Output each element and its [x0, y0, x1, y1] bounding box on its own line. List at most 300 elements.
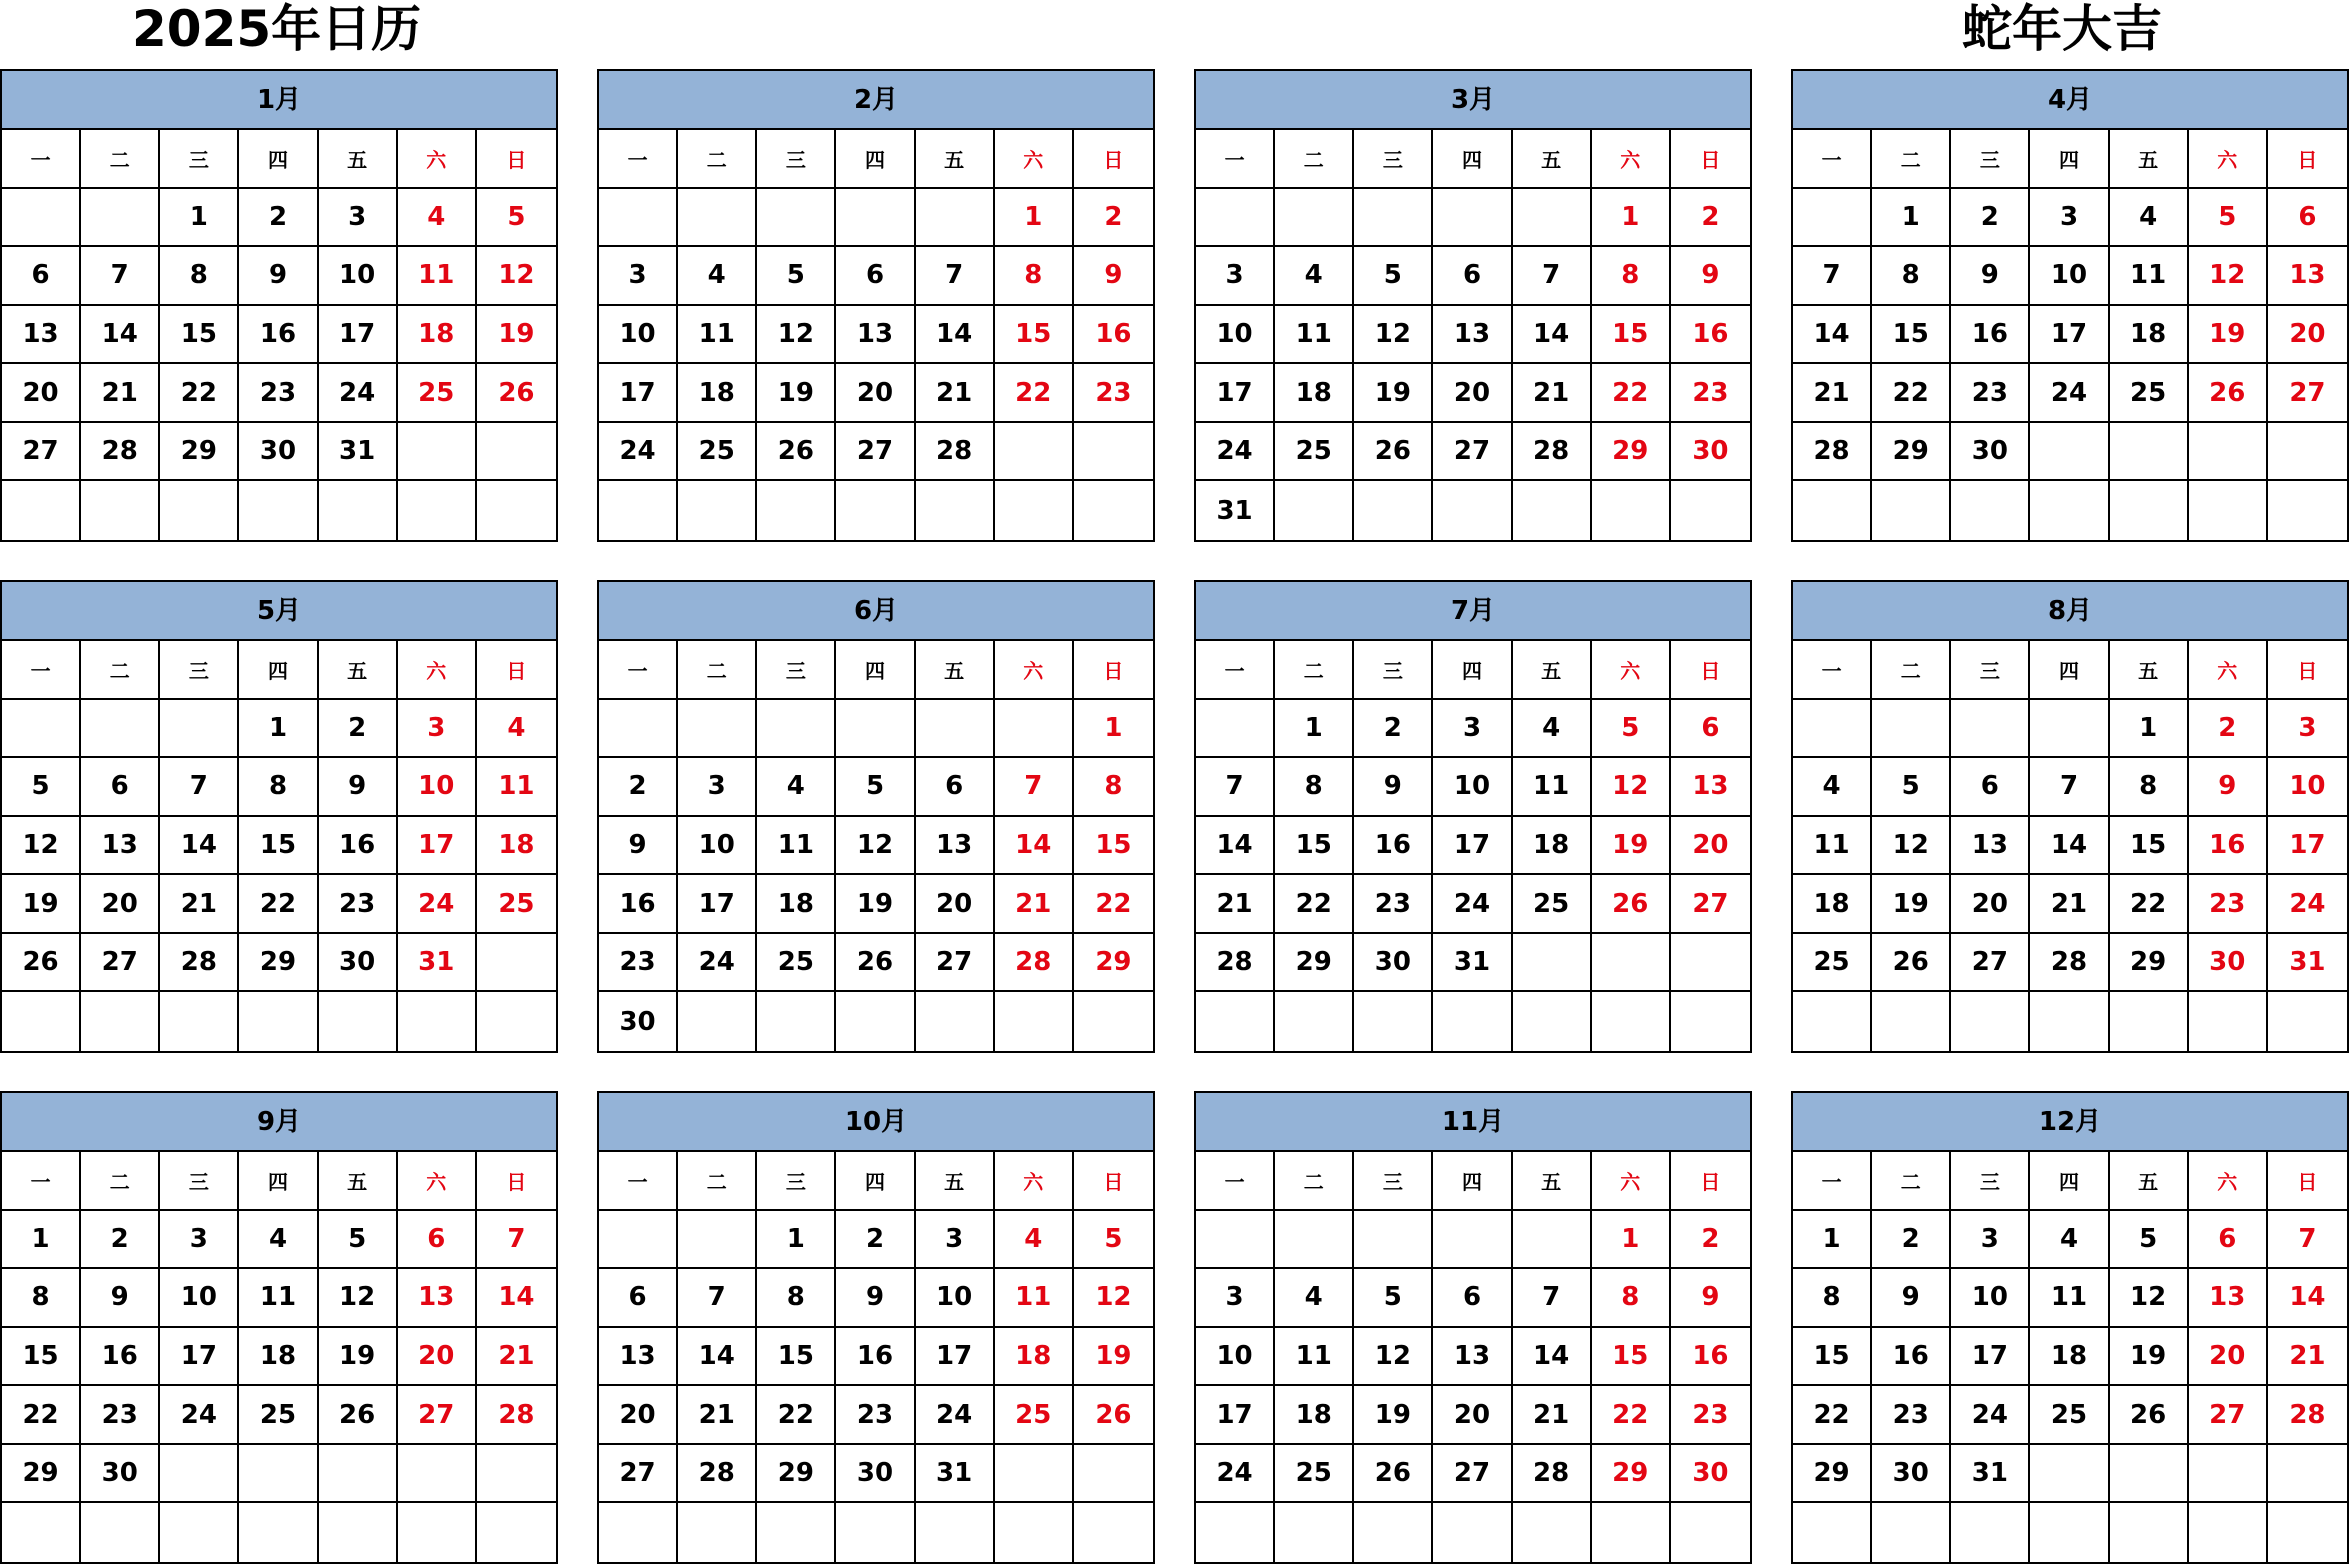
date-cell: 21	[2268, 1328, 2347, 1387]
date-cell: 25	[2110, 364, 2189, 423]
weekday-label: 二	[81, 641, 160, 700]
date-cell: 27	[398, 1386, 477, 1445]
date-cell: 24	[599, 423, 678, 482]
date-cell: 4	[757, 758, 836, 817]
date-cell: 14	[678, 1328, 757, 1387]
date-cell: 2	[599, 758, 678, 817]
date-cell: 27	[81, 934, 160, 993]
date-cell: 2	[1354, 700, 1433, 759]
date-cell: 6	[2268, 189, 2347, 248]
date-cell: 27	[1433, 1445, 1512, 1504]
empty-cell	[836, 700, 915, 759]
empty-cell	[477, 423, 556, 482]
date-cell: 21	[81, 364, 160, 423]
weekday-label: 一	[2, 641, 81, 700]
date-cell: 13	[398, 1269, 477, 1328]
date-cell: 7	[2030, 758, 2109, 817]
weekday-label: 日	[477, 1152, 556, 1211]
date-cell: 17	[2030, 306, 2109, 365]
date-cell: 7	[678, 1269, 757, 1328]
empty-cell	[2, 1503, 81, 1562]
weekday-label: 日	[477, 130, 556, 189]
date-cell: 23	[1074, 364, 1153, 423]
empty-cell	[1592, 992, 1671, 1051]
weekday-label: 日	[2268, 130, 2347, 189]
date-cell: 24	[319, 364, 398, 423]
date-cell: 23	[1951, 364, 2030, 423]
month-calendar	[1791, 1091, 2349, 1564]
date-cell: 11	[2030, 1269, 2109, 1328]
date-cell: 18	[678, 364, 757, 423]
empty-cell	[678, 992, 757, 1051]
weekday-label: 五	[2110, 130, 2189, 189]
date-cell: 7	[1196, 758, 1275, 817]
weekday-label: 二	[678, 130, 757, 189]
weekday-label: 二	[1275, 1152, 1354, 1211]
empty-cell	[2030, 992, 2109, 1051]
date-cell: 25	[398, 364, 477, 423]
date-cell: 1	[995, 189, 1074, 248]
empty-cell	[1354, 189, 1433, 248]
date-cell: 19	[836, 875, 915, 934]
date-cell: 24	[678, 934, 757, 993]
date-cell: 16	[1872, 1328, 1951, 1387]
month-day-grid	[599, 1152, 1153, 1562]
date-cell: 30	[319, 934, 398, 993]
date-cell: 6	[1433, 1269, 1512, 1328]
empty-cell	[599, 189, 678, 248]
weekday-label: 四	[836, 130, 915, 189]
month-calendar	[597, 69, 1155, 542]
empty-cell	[836, 481, 915, 540]
date-cell: 22	[757, 1386, 836, 1445]
date-cell: 3	[1433, 700, 1512, 759]
weekday-label: 六	[995, 1152, 1074, 1211]
date-cell: 3	[1951, 1211, 2030, 1270]
empty-cell	[2, 189, 81, 248]
date-cell: 27	[2, 423, 81, 482]
date-cell: 24	[1196, 1445, 1275, 1504]
weekday-label: 六	[2189, 1152, 2268, 1211]
date-cell: 11	[2110, 247, 2189, 306]
date-cell: 21	[1793, 364, 1872, 423]
date-cell: 21	[1513, 1386, 1592, 1445]
date-cell: 9	[836, 1269, 915, 1328]
date-cell: 14	[81, 306, 160, 365]
date-cell: 24	[398, 875, 477, 934]
weekday-label: 二	[678, 1152, 757, 1211]
weekday-label: 四	[836, 1152, 915, 1211]
date-cell: 10	[1951, 1269, 2030, 1328]
date-cell: 5	[2, 758, 81, 817]
weekday-label: 六	[398, 130, 477, 189]
date-cell: 27	[2189, 1386, 2268, 1445]
date-cell: 12	[2110, 1269, 2189, 1328]
date-cell: 9	[2189, 758, 2268, 817]
date-cell: 23	[1354, 875, 1433, 934]
month-calendar	[597, 580, 1155, 1053]
empty-cell	[2189, 481, 2268, 540]
month-title: 12月	[1793, 1093, 2347, 1152]
month-day-grid	[2, 641, 556, 1051]
empty-cell	[1671, 992, 1750, 1051]
date-cell: 19	[1354, 1386, 1433, 1445]
date-cell: 11	[1513, 758, 1592, 817]
date-cell: 14	[160, 817, 239, 876]
date-cell: 25	[757, 934, 836, 993]
date-cell: 2	[1671, 1211, 1750, 1270]
empty-cell	[1196, 992, 1275, 1051]
date-cell: 27	[2268, 364, 2347, 423]
date-cell: 26	[1872, 934, 1951, 993]
empty-cell	[1196, 189, 1275, 248]
empty-cell	[1433, 1211, 1512, 1270]
weekday-label: 一	[599, 1152, 678, 1211]
empty-cell	[1671, 1503, 1750, 1562]
empty-cell	[1433, 992, 1512, 1051]
empty-cell	[995, 481, 1074, 540]
date-cell: 4	[2110, 189, 2189, 248]
date-cell: 8	[1793, 1269, 1872, 1328]
weekday-label: 三	[1951, 641, 2030, 700]
date-cell: 27	[1433, 423, 1512, 482]
date-cell: 14	[1196, 817, 1275, 876]
date-cell: 4	[2030, 1211, 2109, 1270]
month-day-grid	[1196, 1152, 1750, 1562]
date-cell: 20	[2189, 1328, 2268, 1387]
empty-cell	[1354, 1503, 1433, 1562]
month-day-grid	[1793, 130, 2347, 540]
empty-cell	[2189, 423, 2268, 482]
empty-cell	[916, 189, 995, 248]
date-cell: 30	[1951, 423, 2030, 482]
empty-cell	[81, 1503, 160, 1562]
date-cell: 2	[2189, 700, 2268, 759]
date-cell: 10	[319, 247, 398, 306]
date-cell: 19	[1872, 875, 1951, 934]
empty-cell	[1074, 423, 1153, 482]
date-cell: 29	[2, 1445, 81, 1504]
date-cell: 30	[1872, 1445, 1951, 1504]
date-cell: 1	[1872, 189, 1951, 248]
date-cell: 2	[81, 1211, 160, 1270]
date-cell: 12	[319, 1269, 398, 1328]
date-cell: 31	[2268, 934, 2347, 993]
date-cell: 17	[160, 1328, 239, 1387]
month-title: 4月	[1793, 71, 2347, 130]
month-title: 5月	[2, 582, 556, 641]
date-cell: 29	[2110, 934, 2189, 993]
date-cell: 22	[1275, 875, 1354, 934]
date-cell: 9	[1671, 247, 1750, 306]
empty-cell	[398, 992, 477, 1051]
date-cell: 25	[678, 423, 757, 482]
date-cell: 6	[916, 758, 995, 817]
weekday-label: 五	[1513, 641, 1592, 700]
date-cell: 23	[1671, 1386, 1750, 1445]
date-cell: 23	[1872, 1386, 1951, 1445]
date-cell: 3	[2268, 700, 2347, 759]
date-cell: 9	[1074, 247, 1153, 306]
date-cell: 8	[2, 1269, 81, 1328]
empty-cell	[239, 992, 318, 1051]
date-cell: 26	[2110, 1386, 2189, 1445]
date-cell: 23	[1671, 364, 1750, 423]
weekday-label: 三	[1354, 130, 1433, 189]
date-cell: 9	[239, 247, 318, 306]
empty-cell	[2189, 992, 2268, 1051]
empty-cell	[2030, 423, 2109, 482]
empty-cell	[239, 1445, 318, 1504]
month-title: 6月	[599, 582, 1153, 641]
date-cell: 28	[1793, 423, 1872, 482]
empty-cell	[916, 481, 995, 540]
date-cell: 22	[1592, 1386, 1671, 1445]
date-cell: 24	[1951, 1386, 2030, 1445]
empty-cell	[477, 934, 556, 993]
date-cell: 30	[1354, 934, 1433, 993]
date-cell: 10	[2030, 247, 2109, 306]
date-cell: 7	[160, 758, 239, 817]
empty-cell	[1513, 934, 1592, 993]
month-title: 11月	[1196, 1093, 1750, 1152]
empty-cell	[1793, 1503, 1872, 1562]
weekday-label: 三	[1951, 1152, 2030, 1211]
date-cell: 27	[1671, 875, 1750, 934]
weekday-label: 五	[319, 641, 398, 700]
date-cell: 29	[1275, 934, 1354, 993]
weekday-label: 五	[916, 1152, 995, 1211]
date-cell: 26	[1354, 1445, 1433, 1504]
date-cell: 17	[398, 817, 477, 876]
date-cell: 16	[239, 306, 318, 365]
empty-cell	[1433, 1503, 1512, 1562]
date-cell: 19	[1592, 817, 1671, 876]
date-cell: 13	[836, 306, 915, 365]
empty-cell	[2030, 1503, 2109, 1562]
date-cell: 12	[1354, 306, 1433, 365]
date-cell: 20	[398, 1328, 477, 1387]
empty-cell	[757, 992, 836, 1051]
date-cell: 1	[2110, 700, 2189, 759]
empty-cell	[1354, 481, 1433, 540]
date-cell: 16	[599, 875, 678, 934]
date-cell: 25	[1793, 934, 1872, 993]
month-calendar	[0, 1091, 558, 1564]
month-title: 3月	[1196, 71, 1750, 130]
date-cell: 26	[2189, 364, 2268, 423]
date-cell: 4	[678, 247, 757, 306]
empty-cell	[398, 1445, 477, 1504]
date-cell: 19	[757, 364, 836, 423]
date-cell: 8	[160, 247, 239, 306]
weekday-label: 五	[1513, 1152, 1592, 1211]
date-cell: 25	[1275, 1445, 1354, 1504]
weekday-label: 六	[398, 1152, 477, 1211]
empty-cell	[1275, 1503, 1354, 1562]
empty-cell	[319, 481, 398, 540]
month-day-grid	[599, 641, 1153, 1051]
date-cell: 4	[995, 1211, 1074, 1270]
date-cell: 11	[398, 247, 477, 306]
weekday-label: 二	[1872, 641, 1951, 700]
date-cell: 27	[599, 1445, 678, 1504]
date-cell: 6	[81, 758, 160, 817]
month-day-grid	[1196, 641, 1750, 1051]
empty-cell	[1592, 934, 1671, 993]
date-cell: 28	[2030, 934, 2109, 993]
weekday-label: 日	[1074, 1152, 1153, 1211]
month-calendar	[0, 580, 558, 1053]
date-cell: 12	[757, 306, 836, 365]
empty-cell	[2268, 1445, 2347, 1504]
date-cell: 8	[1275, 758, 1354, 817]
date-cell: 11	[239, 1269, 318, 1328]
weekday-label: 一	[2, 130, 81, 189]
date-cell: 15	[1592, 306, 1671, 365]
date-cell: 13	[1671, 758, 1750, 817]
date-cell: 13	[599, 1328, 678, 1387]
empty-cell	[1513, 189, 1592, 248]
date-cell: 3	[916, 1211, 995, 1270]
weekday-label: 三	[160, 641, 239, 700]
date-cell: 9	[319, 758, 398, 817]
date-cell: 21	[477, 1328, 556, 1387]
empty-cell	[1671, 934, 1750, 993]
empty-cell	[1793, 700, 1872, 759]
date-cell: 15	[1592, 1328, 1671, 1387]
weekday-label: 四	[239, 1152, 318, 1211]
date-cell: 30	[599, 992, 678, 1051]
date-cell: 21	[2030, 875, 2109, 934]
date-cell: 20	[836, 364, 915, 423]
date-cell: 13	[1433, 1328, 1512, 1387]
weekday-label: 五	[916, 130, 995, 189]
date-cell: 10	[1433, 758, 1512, 817]
date-cell: 29	[1793, 1445, 1872, 1504]
date-cell: 31	[916, 1445, 995, 1504]
weekday-label: 日	[477, 641, 556, 700]
weekday-label: 五	[1513, 130, 1592, 189]
date-cell: 23	[2189, 875, 2268, 934]
date-cell: 7	[916, 247, 995, 306]
empty-cell	[1951, 700, 2030, 759]
empty-cell	[160, 1503, 239, 1562]
empty-cell	[1074, 481, 1153, 540]
empty-cell	[678, 481, 757, 540]
empty-cell	[81, 481, 160, 540]
date-cell: 10	[1196, 306, 1275, 365]
weekday-label: 四	[2030, 641, 2109, 700]
date-cell: 12	[477, 247, 556, 306]
date-cell: 18	[2110, 306, 2189, 365]
date-cell: 27	[1951, 934, 2030, 993]
date-cell: 22	[1793, 1386, 1872, 1445]
date-cell: 17	[1196, 1386, 1275, 1445]
date-cell: 3	[1196, 247, 1275, 306]
empty-cell	[916, 1503, 995, 1562]
month-title: 8月	[1793, 582, 2347, 641]
empty-cell	[1196, 1503, 1275, 1562]
empty-cell	[836, 1503, 915, 1562]
date-cell: 6	[1671, 700, 1750, 759]
empty-cell	[2268, 423, 2347, 482]
date-cell: 22	[1592, 364, 1671, 423]
date-cell: 10	[398, 758, 477, 817]
empty-cell	[2268, 992, 2347, 1051]
date-cell: 15	[1793, 1328, 1872, 1387]
date-cell: 16	[2189, 817, 2268, 876]
date-cell: 3	[398, 700, 477, 759]
weekday-label: 日	[2268, 641, 2347, 700]
date-cell: 8	[995, 247, 1074, 306]
empty-cell	[477, 481, 556, 540]
date-cell: 6	[2189, 1211, 2268, 1270]
date-cell: 5	[2189, 189, 2268, 248]
month-day-grid	[1196, 130, 1750, 540]
weekday-label: 一	[1196, 641, 1275, 700]
date-cell: 28	[477, 1386, 556, 1445]
date-cell: 13	[2189, 1269, 2268, 1328]
month-title: 7月	[1196, 582, 1750, 641]
empty-cell	[678, 1503, 757, 1562]
date-cell: 27	[916, 934, 995, 993]
empty-cell	[1275, 189, 1354, 248]
date-cell: 20	[2, 364, 81, 423]
date-cell: 25	[1513, 875, 1592, 934]
empty-cell	[1872, 700, 1951, 759]
date-cell: 5	[836, 758, 915, 817]
date-cell: 15	[2110, 817, 2189, 876]
date-cell: 28	[1196, 934, 1275, 993]
date-cell: 29	[1074, 934, 1153, 993]
weekday-label: 六	[1592, 641, 1671, 700]
month-day-grid	[1793, 1152, 2347, 1562]
date-cell: 28	[1513, 423, 1592, 482]
date-cell: 29	[1592, 1445, 1671, 1504]
date-cell: 24	[1196, 423, 1275, 482]
empty-cell	[239, 481, 318, 540]
date-cell: 18	[1793, 875, 1872, 934]
date-cell: 10	[916, 1269, 995, 1328]
empty-cell	[1513, 1211, 1592, 1270]
date-cell: 28	[2268, 1386, 2347, 1445]
date-cell: 30	[1671, 423, 1750, 482]
date-cell: 5	[477, 189, 556, 248]
date-cell: 11	[995, 1269, 1074, 1328]
date-cell: 3	[599, 247, 678, 306]
date-cell: 30	[81, 1445, 160, 1504]
date-cell: 22	[160, 364, 239, 423]
weekday-label: 一	[1793, 1152, 1872, 1211]
date-cell: 17	[319, 306, 398, 365]
empty-cell	[599, 1503, 678, 1562]
weekday-label: 日	[1074, 641, 1153, 700]
date-cell: 10	[599, 306, 678, 365]
weekday-label: 四	[239, 130, 318, 189]
date-cell: 20	[599, 1386, 678, 1445]
date-cell: 25	[995, 1386, 1074, 1445]
date-cell: 9	[1872, 1269, 1951, 1328]
date-cell: 14	[1793, 306, 1872, 365]
date-cell: 19	[2189, 306, 2268, 365]
date-cell: 29	[1872, 423, 1951, 482]
date-cell: 28	[995, 934, 1074, 993]
empty-cell	[2110, 423, 2189, 482]
date-cell: 12	[1074, 1269, 1153, 1328]
weekday-label: 四	[2030, 130, 2109, 189]
month-calendar	[1194, 69, 1752, 542]
